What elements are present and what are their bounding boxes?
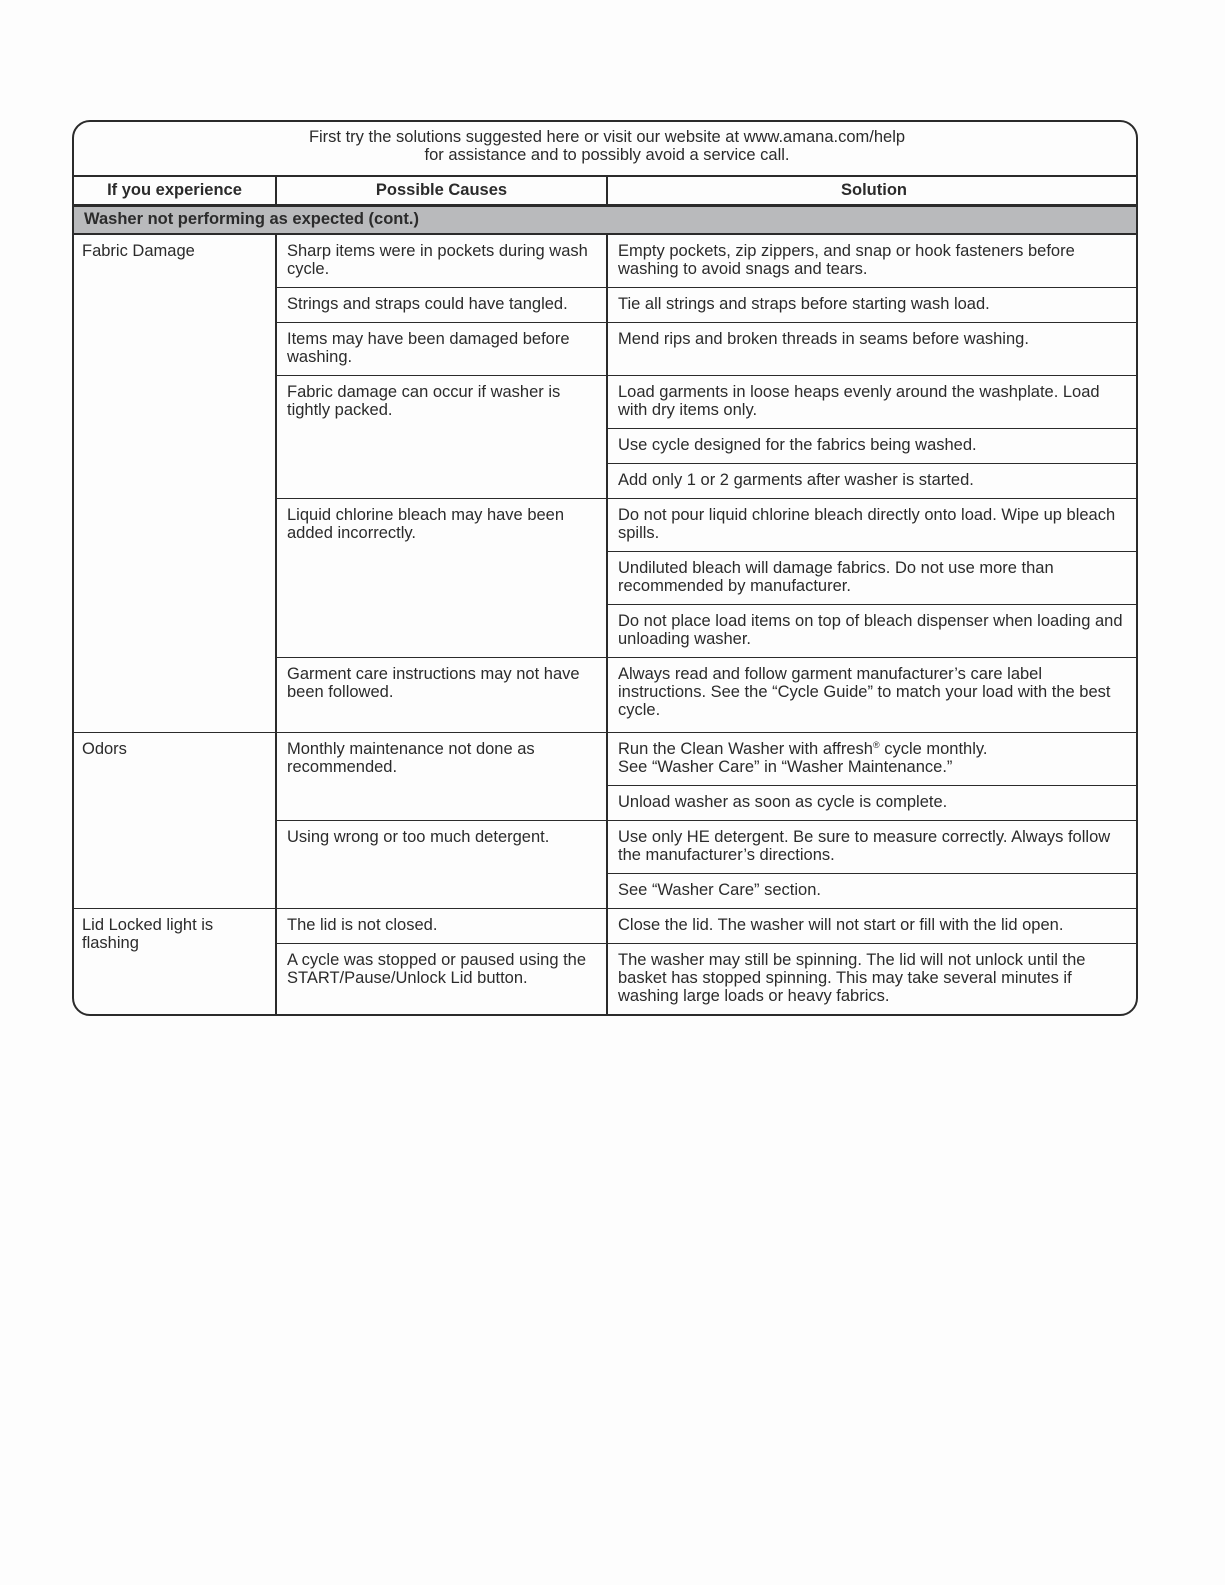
table-row bbox=[74, 909, 1138, 944]
registered-mark: ® bbox=[872, 740, 880, 750]
cause-cell: Liquid chlorine bleach may have been added incorrectly. bbox=[276, 499, 607, 658]
experience-fabric-damage: Fabric Damage bbox=[82, 242, 195, 260]
solution-cell: Use only HE detergent. Be sure to measure correctly. Always follow the manufacturer’s directions. bbox=[607, 821, 1138, 874]
solution-line bbox=[618, 740, 1130, 758]
cause-cell: Using wrong or too much detergent. bbox=[276, 821, 607, 909]
intro-line-1: First try the solutions suggested here or visit our website at www.amana.com/help bbox=[308, 128, 906, 146]
solution-cell: Unload washer as soon as cycle is complete. bbox=[607, 786, 1138, 821]
solution-text: Run the Clean Washer with affresh bbox=[618, 740, 873, 758]
troubleshooting-table bbox=[72, 120, 1138, 1016]
cause-cell: Sharp items were in pockets during wash cycle. bbox=[276, 234, 607, 288]
experience-odors: Odors bbox=[74, 733, 276, 909]
header-solution: Solution bbox=[607, 176, 1138, 206]
section-row bbox=[74, 206, 1138, 235]
cause-cell: The lid is not closed. bbox=[276, 909, 607, 944]
solution-cell: Empty pockets, zip zippers, and snap or hook fasteners before washing to avoid snags and tears. bbox=[607, 234, 1138, 288]
table-row bbox=[74, 733, 1138, 786]
solution-text: cycle monthly. bbox=[879, 740, 988, 758]
solution-cell: Tie all strings and straps before starting wash load. bbox=[607, 288, 1138, 323]
cause-cell: Strings and straps could have tangled. bbox=[276, 288, 607, 323]
header-row bbox=[74, 176, 1138, 206]
solution-cell: Load garments in loose heaps evenly around the washplate. Load with dry items only. bbox=[607, 376, 1138, 429]
header-experience: If you experience bbox=[74, 176, 276, 206]
solution-line: See “Washer Care” in “Washer Maintenance.” bbox=[618, 758, 953, 776]
cause-cell: Items may have been damaged before washing. bbox=[276, 323, 607, 376]
cause-cell: A cycle was stopped or paused using the START/Pause/Unlock Lid button. bbox=[276, 944, 607, 1015]
solution-cell: Use cycle designed for the fabrics being washed. bbox=[607, 429, 1138, 464]
cause-cell: Garment care instructions may not have been followed. bbox=[276, 658, 607, 733]
cause-cell: Monthly maintenance not done as recommended. bbox=[276, 733, 607, 821]
intro-text bbox=[74, 122, 1138, 176]
solution-cell: Always read and follow garment manufacturer’s care label instructions. See the “Cycle Guide” to match your load with the best cycle. bbox=[607, 658, 1138, 733]
table-row bbox=[74, 234, 1138, 288]
cause-cell: Fabric damage can occur if washer is tightly packed. bbox=[276, 376, 607, 499]
solution-cell: Do not pour liquid chlorine bleach directly onto load. Wipe up bleach spills. bbox=[607, 499, 1138, 552]
solution-cell: The washer may still be spinning. The lid will not unlock until the basket has stopped spinning. This may take several minutes if washing large loads or heavy fabrics. bbox=[607, 944, 1138, 1015]
solution-cell: Add only 1 or 2 garments after washer is started. bbox=[607, 464, 1138, 499]
intro-line-2: for assistance and to possibly avoid a service call. bbox=[424, 146, 790, 164]
solution-cell: Mend rips and broken threads in seams before washing. bbox=[607, 323, 1138, 376]
section-title: Washer not performing as expected (cont.) bbox=[74, 206, 1138, 235]
solution-cell: Undiluted bleach will damage fabrics. Do not use more than recommended by manufacturer. bbox=[607, 552, 1138, 605]
solution-cell: See “Washer Care” section. bbox=[607, 874, 1138, 909]
header-causes: Possible Causes bbox=[276, 176, 607, 206]
solution-cell bbox=[607, 733, 1138, 786]
solution-cell: Close the lid. The washer will not start or fill with the lid open. bbox=[607, 909, 1138, 944]
intro-row bbox=[74, 122, 1138, 176]
experience-lid-locked: Lid Locked light is flashing bbox=[74, 909, 276, 1015]
solution-cell: Do not place load items on top of bleach dispenser when loading and unloading washer. bbox=[607, 605, 1138, 658]
